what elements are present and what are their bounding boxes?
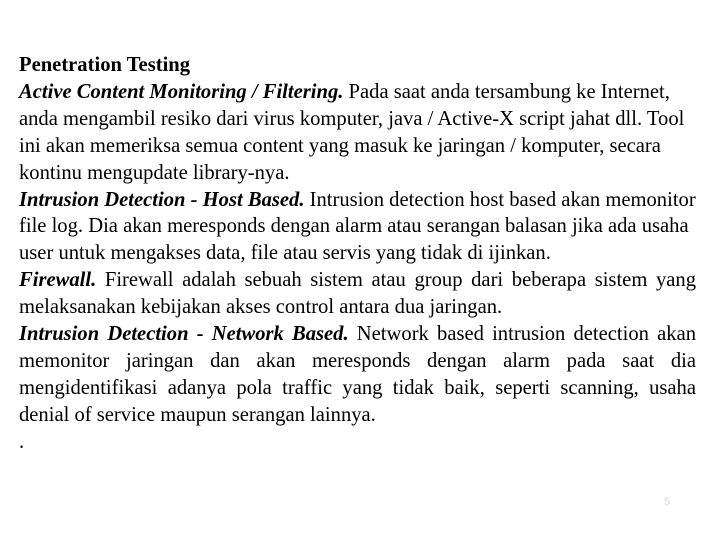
section-active-content-monitoring — [19, 79, 696, 187]
section-term: Intrusion Detection - Host Based. — [19, 188, 305, 211]
section-intrusion-detection-host — [19, 187, 696, 268]
slide-content — [19, 52, 696, 456]
section-term: Firewall. — [19, 269, 97, 292]
section-term: Active Content Monitoring / Filtering. — [19, 80, 344, 103]
section-term: Intrusion Detection - Network Based. — [19, 323, 349, 346]
page-number: 5 — [664, 496, 671, 508]
section-firewall — [19, 267, 696, 321]
section-text: Intrusion detection host based akan memonitor file log. Dia akan meresponds dengan alarm atau serangan balasan jika ada usaha user untuk mengakses data, file atau servis yang tidak di ijinkan. — [19, 188, 696, 265]
section-intrusion-detection-network — [19, 321, 696, 429]
trailing-dot: . — [19, 430, 25, 453]
slide-title: Penetration Testing — [19, 54, 191, 76]
section-text: Network based intrusion detection akan memonitor jaringan dan akan meresponds dengan alarm pada saat dia mengidentifikasi adanya pola traffic yang tidak baik, seperti scanning, usaha denial of service maupun serangan lainnya. — [19, 323, 697, 426]
section-text: Firewall adalah sebuah sistem atau group dari beberapa sistem yang melaksanakan kebijakan akses control antara dua jaringan. — [19, 269, 696, 319]
section-text: Pada saat anda tersambung ke Internet, anda mengambil resiko dari virus komputer, java / Active-X script jahat dll. Tool ini akan memeriksa semua content yang masuk ke jaringan / komputer, secara kontinu mengupdate library-nya. — [19, 80, 685, 184]
